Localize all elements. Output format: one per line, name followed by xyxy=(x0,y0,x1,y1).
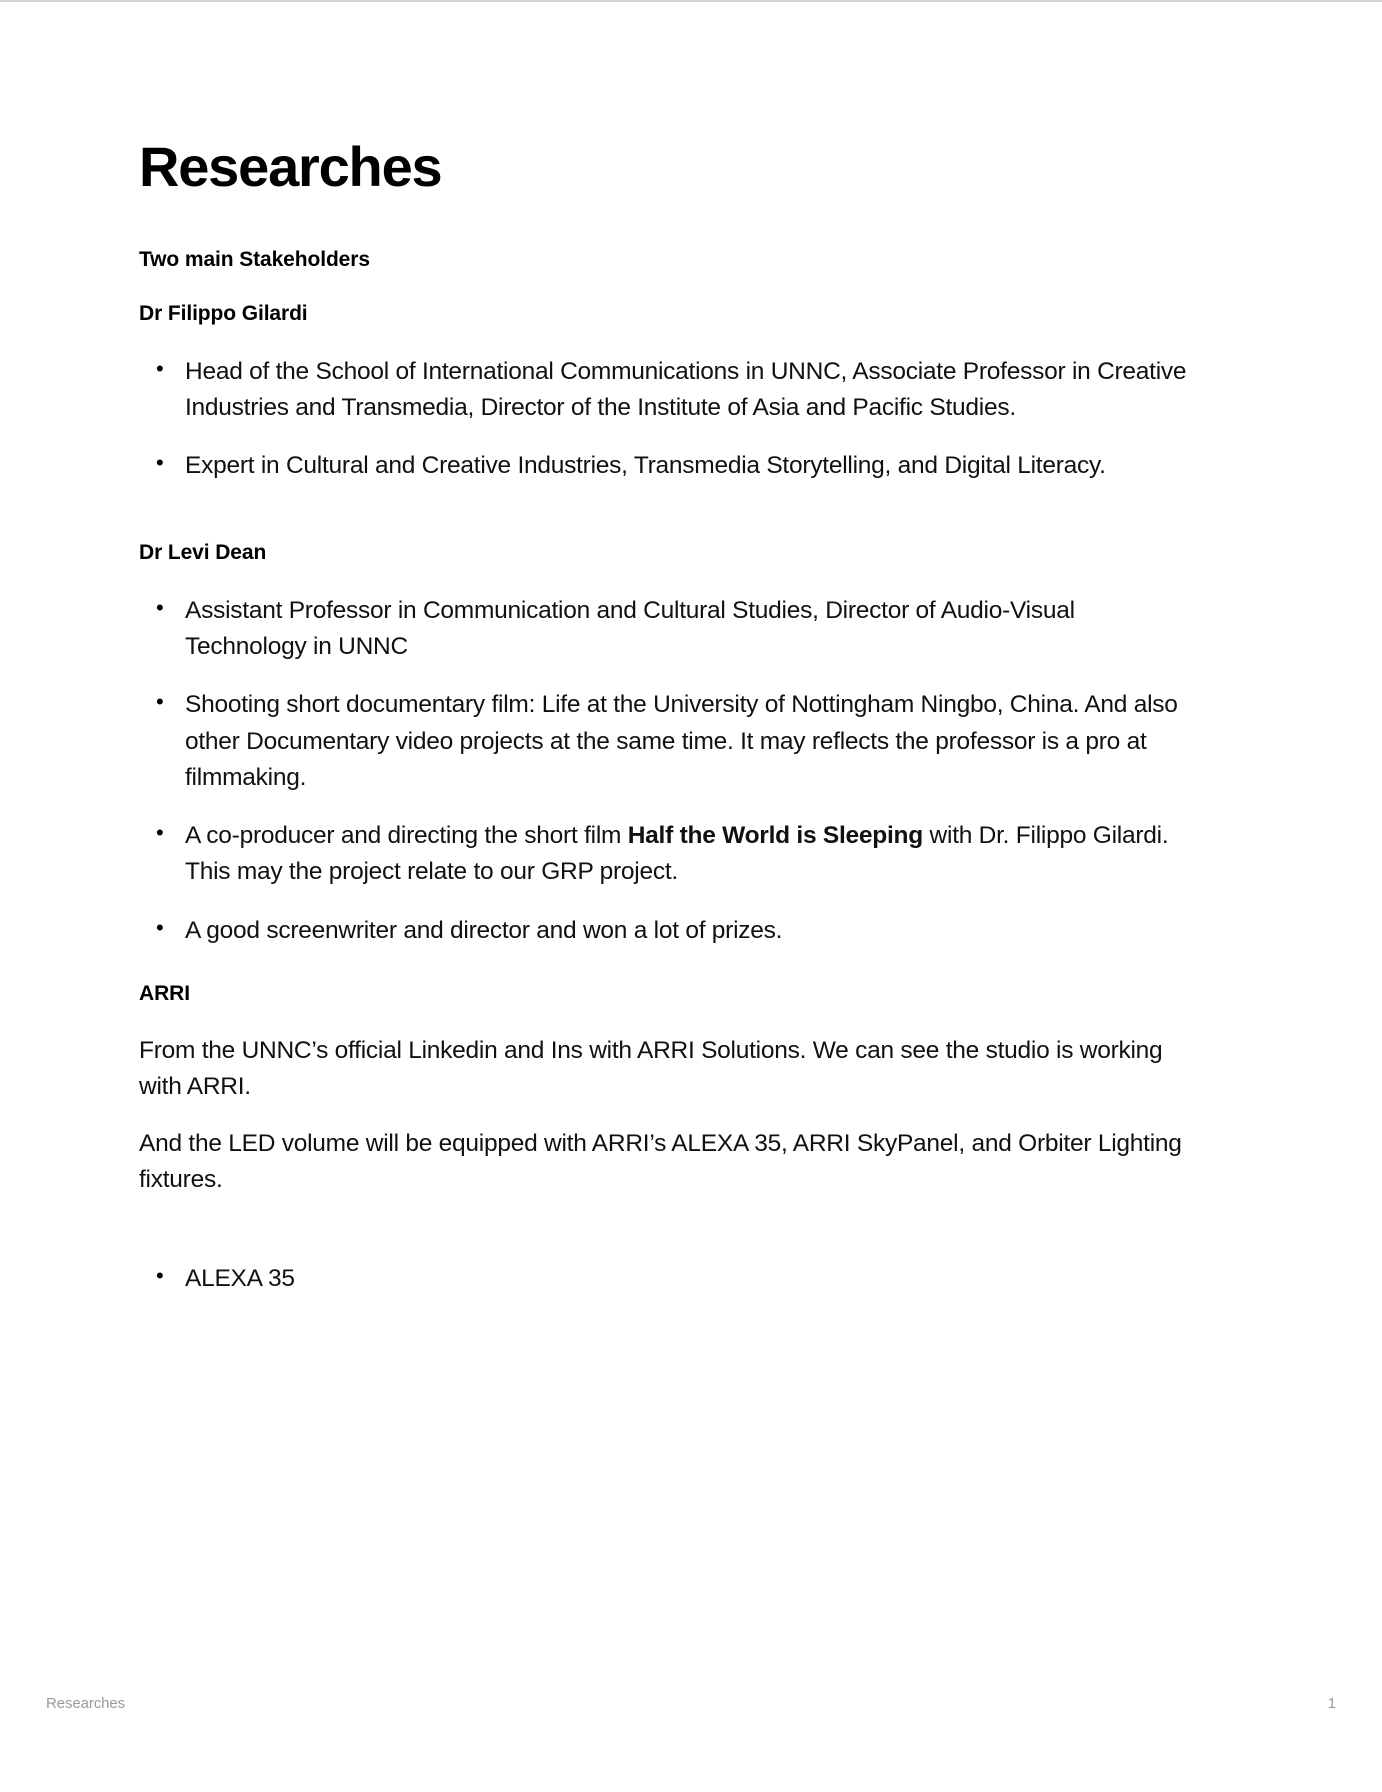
film-title-emphasis: Half the World is Sleeping xyxy=(627,822,923,850)
bullet-list-arri-equipment xyxy=(139,1261,1199,1297)
list-item xyxy=(139,593,1199,666)
paragraph-arri-linkedin: From the UNNC’s official Linkedin and Ins with ARRI Solutions. We can see the studio is working with ARRI. xyxy=(139,1037,1163,1100)
footer-page-number: 1 xyxy=(1327,1695,1336,1712)
list-item-text-post: with Dr. Filippo Gilardi. This may the project relate to our GRP project. xyxy=(185,822,1169,886)
paragraph-spacer xyxy=(139,1219,1199,1261)
list-item: • Head of the School of International Communications in UNNC, Associate Professor in Creative Industries and Transmedia, Director of the Institute of Asia and Pacific Studies. xyxy=(139,354,1199,427)
list-item-text-pre: A good screenwriter and director and won a lot of prizes. xyxy=(185,916,783,944)
list-item xyxy=(139,818,1199,891)
footer-document-label: Researches xyxy=(46,1695,126,1712)
bullet-list-levi-dean xyxy=(139,593,1199,949)
list-item-text-pre: Assistant Professor in Communication and Cultural Studies, Director of Audio-Visual Technology in UNNC xyxy=(185,596,1075,661)
bullet-list-filippo-gilardi xyxy=(139,354,1199,485)
list-item-text-pre: Shooting short documentary film: Life at the University of Nottingham Ningbo, China. And also other Documentary video projects at the same time. It may reflects the professor is a pro at filmmaking. xyxy=(185,691,1178,791)
page-footer xyxy=(46,1695,1336,1712)
list-item xyxy=(139,687,1199,796)
list-item: • ALEXA 35 xyxy=(139,1261,1199,1297)
section-arri xyxy=(139,979,1199,1298)
subheading-dr-filippo-gilardi: Dr Filippo Gilardi xyxy=(139,302,308,326)
section-heading-arri: ARRI xyxy=(139,981,190,1005)
section-heading-stakeholders: Two main Stakeholders xyxy=(139,247,370,271)
paragraph-spacer xyxy=(139,484,1199,538)
document-content xyxy=(139,136,1199,1298)
paragraph-arri-led-volume: And the LED volume will be equipped with ARRI’s ALEXA 35, ARRI SkyPanel, and Orbiter Lighting fixtures. xyxy=(139,1130,1182,1193)
section-stakeholders xyxy=(139,245,1199,949)
list-item: • Expert in Cultural and Creative Industries, Transmedia Storytelling, and Digital Literacy. xyxy=(139,448,1199,484)
list-item xyxy=(139,913,1199,949)
page-title: Researches xyxy=(139,135,442,198)
list-item-text-pre: A co-producer and directing the short film xyxy=(185,822,628,850)
subheading-dr-levi-dean: Dr Levi Dean xyxy=(139,541,267,565)
section-spacer xyxy=(139,949,1199,979)
